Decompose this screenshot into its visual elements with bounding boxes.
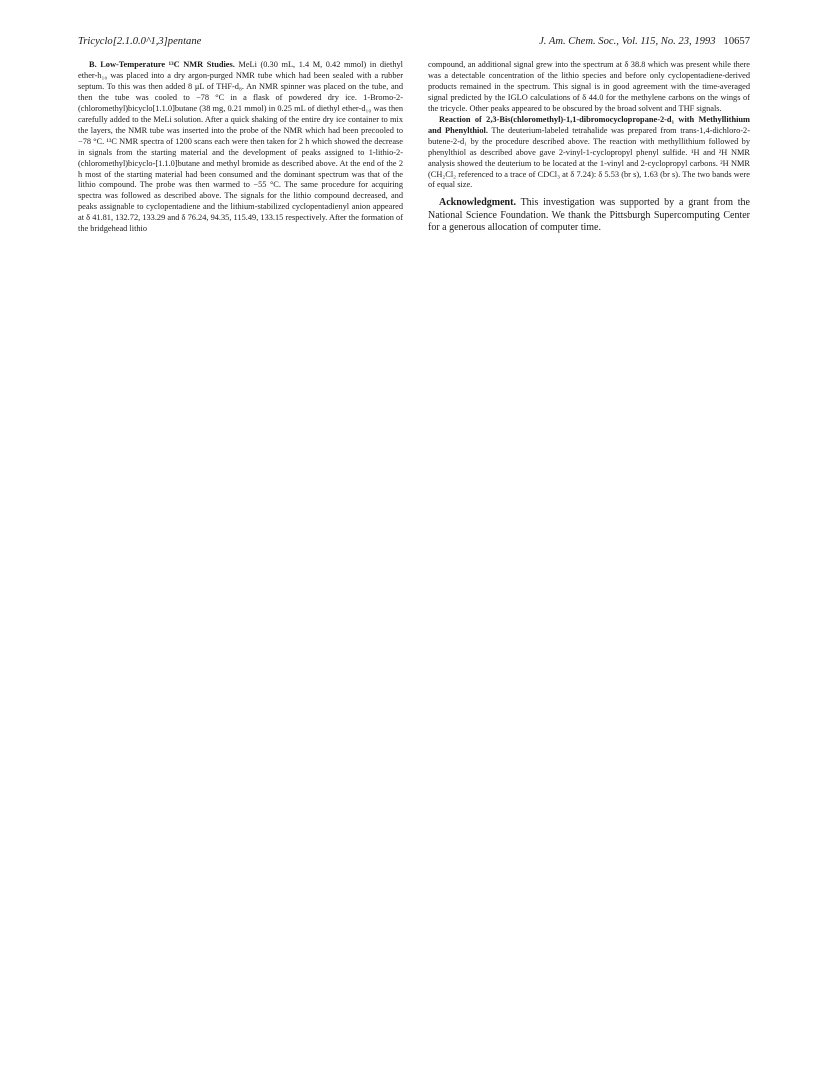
running-title: Tricyclo[2.1.0.0^1,3]pentane (78, 36, 202, 47)
acknowledgment-paragraph (428, 197, 750, 234)
paragraph-low-temperature-nmr (78, 60, 403, 235)
paragraph-text: MeLi (0.30 mL, 1.4 M, 0.42 mmol) in diethyl ether-h₁₀ was placed into a dry argon-purged NMR tube which had been sealed with a rubber septum. To this was then added 8 μL of THF-d₈. An NMR spinner was placed on the tube, and then the tube was cooled to −78 °C in a flask of powdered dry ice. 1-Bromo-2-(chloromethyl)bicyclo[1.1.0]butane (38 mg, 0.21 mmol) in 0.25 mL of diethyl ether-d₁₀ was then carefully added to the MeLi solution. After a quick shaking of the entire dry ice container to mix the layers, the NMR tube was inserted into the probe of the NMR which had been precooled to −78 °C. ¹³C NMR spectra of 1200 scans each were then taken for 2 h which showed the decrease in signals from the starting material and the development of peaks assigned to 1-lithio-2-(chloromethyl)bicyclo-[1.1.0]butane and methyl bromide as described above. At the end of the 2 h most of the starting material had been consumed and the dominant spectrum was that of the lithio compound. The probe was then warmed to −55 °C. The same procedure for acquiring spectra was followed as described above. The signals for the lithio compound decreased, and peaks assignable to cyclopentadiene and the lithium-stabilized cyclopentadienyl anion appeared at δ 41.81, 132.72, 133.29 and δ 76.24, 94.35, 115.49, 133.15 respectively. After the formation of the bridgehead lithio (78, 60, 403, 234)
acknowledgment-text: This investigation was supported by a grant from the National Science Foundation. We thank the Pittsburgh Supercomputing Center for a generous allocation of computer time. (428, 197, 750, 234)
page-header (78, 36, 750, 52)
paragraph-continued: compound, an additional signal grew into the spectrum at δ 38.8 which was present while there was a detectable concentration of the lithio species and before only cyclopentadiene-derived products remained in the spectrum. This signal is in good agreement with the time-averaged signal predicted by the IGLO calculations of δ 44.0 for the methylene carbons on the wings of the tricycle. Other peaks appeared to be obscured by the broad solvent and THF signals. (428, 60, 750, 113)
acknowledgment-heading: Acknowledgment. (439, 197, 516, 209)
paragraph-reaction (428, 115, 750, 192)
journal-citation (539, 36, 750, 47)
page-number: 10657 (723, 36, 750, 47)
section-heading: B. Low-Temperature ¹³C NMR Studies. (89, 60, 235, 69)
journal-name: J. Am. Chem. Soc., Vol. 115, No. 23, 1993 (539, 36, 716, 47)
right-column (428, 60, 750, 235)
paragraph-text: The deuterium-labeled tetrahalide was prepared from trans-1,4-dichloro-2-butene-2-d₁ by the procedure described above. The reaction with methyllithium followed by phenylthiol as described above gave 2-vinyl-1-cyclopropyl phenyl sulfide. ¹H and ²H NMR analysis showed the deuterium to be located at the 1-vinyl and 2-cyclopropyl carbons. ²H NMR (CH₂Cl₂ referenced to a trace of CDCl₃ at δ 7.24): δ 5.53 (br s), 1.63 (br s). The two bands were of equal size. (428, 125, 750, 190)
left-column (78, 60, 403, 235)
section-heading: Reaction of 2,3-Bis(chloromethyl)-1,1-dibromocyclopropane-2-d₁ with Methyllithium and Phenylthiol. (428, 114, 750, 135)
